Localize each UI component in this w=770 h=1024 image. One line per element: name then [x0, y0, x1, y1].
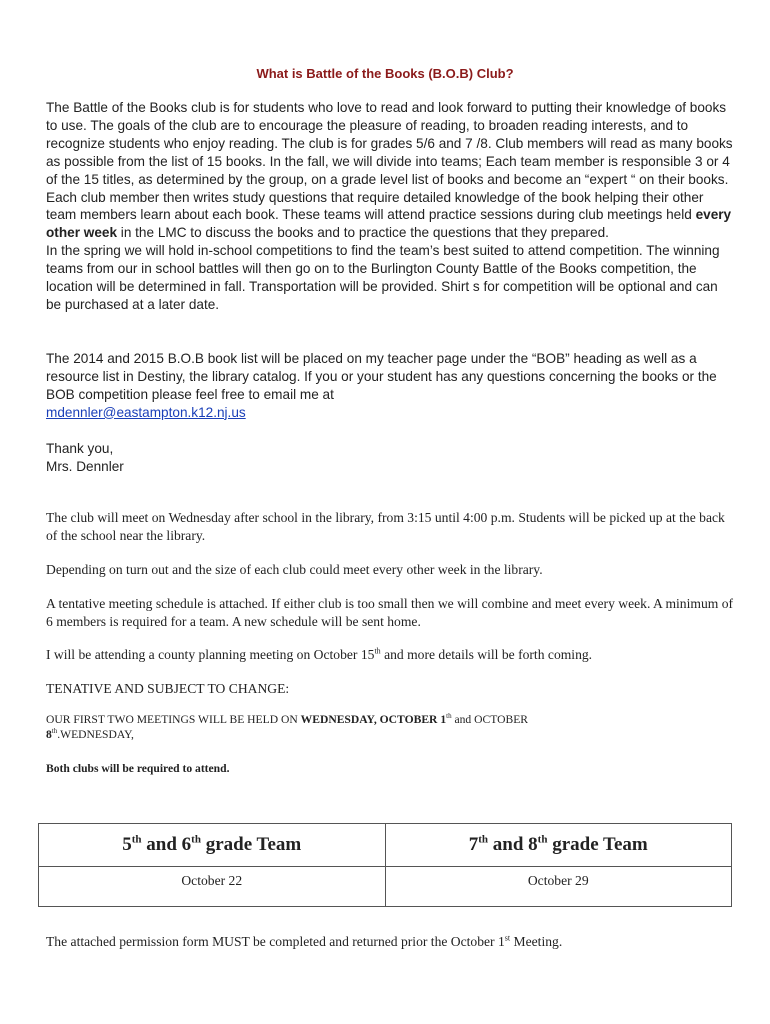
tentative-paragraph: A tentative meeting schedule is attached. If either club is too small then we will combine and meet every week. A minimum of 6 members is required for a team. A new schedule will be sent home.: [46, 596, 734, 629]
intro-text-2: in the LMC to discuss the books and to practice the questions that they prepared.: [117, 225, 609, 241]
permission-sup: st: [504, 933, 511, 943]
signoff-thanks: Thank you,: [46, 441, 114, 456]
turnout-paragraph: Depending on turn out and the size of each club could meet every other week in the library.: [46, 562, 543, 577]
signoff-name: Mrs. Dennler: [46, 458, 124, 474]
intro-text-1: The Battle of the Books club is for students who love to read and look forward to putting their knowledge of books to use. The goals of the club are to encourage the pleasure of reading, to broaden reading interests, and to recognize students who enjoy reading. The club is for grades 5/6 and 7 /8. Club members will read as many books as possible from the list of 15 books. In the fall, we will divide into teams; Each team member is responsible 3 or 4 of the 15 titles, as determined by the group, on a grade level list of books and become an “expert “ on their books. Each club member then writes study questions that require detailed knowledge of the book helping their other team members learn about each book. These teams will attend practice sessions during club meetings held: [46, 100, 733, 223]
schedule-header-7-8: 7th and 8th grade Team: [385, 824, 732, 867]
first-meetings-mid: and OCTOBER: [451, 713, 529, 726]
schedule-header-5-6: 5th and 6th grade Team: [39, 824, 386, 867]
permission-text: The attached permission form MUST be completed and returned prior the October 1: [46, 934, 505, 949]
booklist-text: The 2014 and 2015 B.O.B book list will be placed on my teacher page under the “BOB” heading as well as a resource list in Destiny, the library catalog. If you or your student has any questions concerning the books or the BOB competition please feel free to email me at: [46, 351, 717, 402]
meeting-paragraph: The club will meet on Wednesday after school in the library, from 3:15 until 4:00 p.m. Students will be picked up at the back of the school near the library.: [46, 510, 725, 543]
page-title: What is Battle of the Books (B.O.B) Club?: [256, 66, 514, 81]
booklist-paragraph: [46, 350, 736, 422]
first-meetings-paragraph: [46, 712, 736, 742]
first-meetings-text: OUR FIRST TWO MEETINGS WILL BE HELD ON: [46, 713, 301, 726]
schedule-date-row: [39, 867, 732, 907]
permission-text-after: Meeting.: [510, 934, 563, 949]
county-text: I will be attending a county planning meeting on October 15: [46, 647, 375, 662]
schedule-header-row: [39, 824, 732, 867]
first-meetings-date1: WEDNESDAY, OCTOBER 1: [300, 713, 447, 726]
intro-bold-text: every other week: [46, 207, 732, 241]
county-sup: th: [374, 646, 381, 656]
change-notice: TENATIVE AND SUBJECT TO CHANGE:: [46, 681, 290, 696]
both-clubs-notice: Both clubs will be required to attend.: [46, 762, 230, 775]
schedule-date-5-6: October 22: [39, 867, 386, 907]
first-meetings-end: .WEDNESDAY,: [57, 728, 134, 741]
permission-paragraph: [46, 933, 736, 951]
first-meetings-date2: 8: [46, 728, 52, 741]
signoff: [46, 440, 736, 476]
schedule-date-7-8: October 29: [385, 867, 732, 907]
intro-text-3: In the spring we will hold in-school competitions to find the team’s best suited to attend competition. The winning teams from our in school battles will then go on to the Burlington County Battle of the Books competition, the location will be determined in fall. Transportation will be provided. Shirt s for competition will be optional and can be purchased at a later date.: [46, 243, 720, 312]
intro-paragraph: [46, 99, 736, 314]
county-text-after: and more details will be forth coming.: [380, 647, 593, 662]
county-paragraph: [46, 646, 736, 664]
first-meetings-sup1: th: [446, 712, 452, 721]
first-meetings-sup2: th: [51, 727, 58, 736]
email-link[interactable]: mdennler@eastampton.k12.nj.us: [46, 404, 246, 420]
schedule-table: [38, 823, 732, 907]
